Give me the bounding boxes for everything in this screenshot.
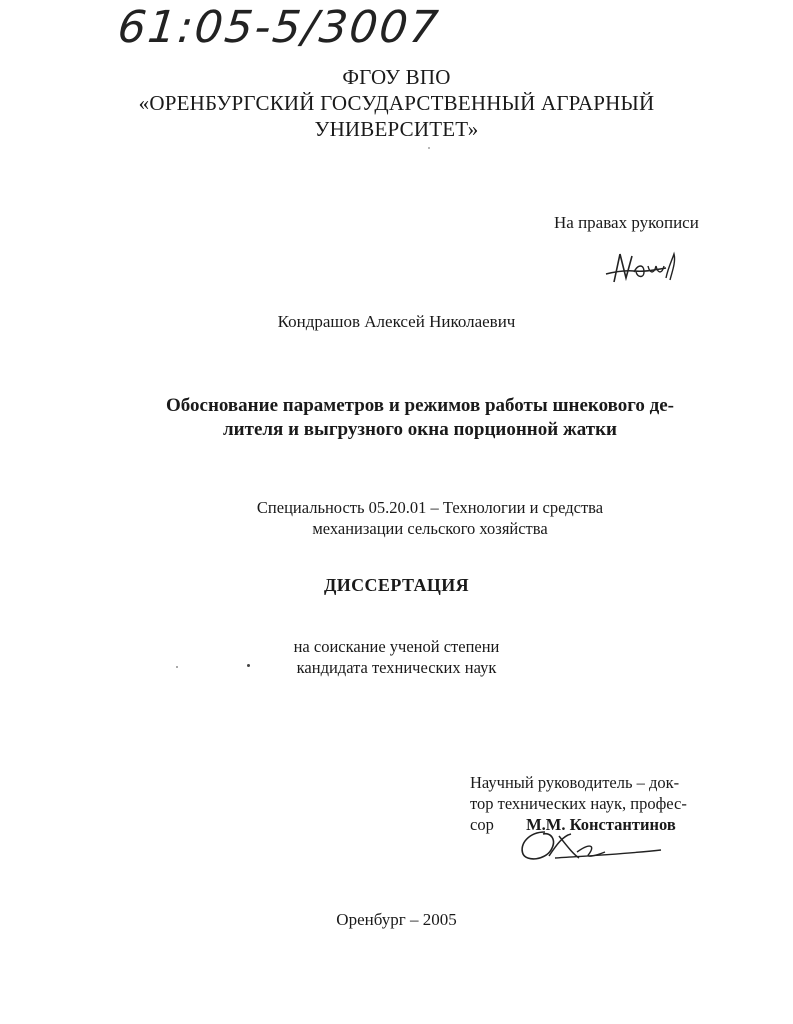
- advisor-line-1: Научный руководитель – док-: [470, 773, 680, 792]
- degree-line-2: кандидата технических наук: [296, 658, 497, 677]
- document-type: ДИССЕРТАЦИЯ: [323, 575, 470, 595]
- scan-speck: [176, 666, 178, 668]
- institution-line-1: ФГОУ ВПО: [342, 65, 451, 89]
- author-signature: [600, 248, 680, 288]
- advisor-title-suffix: сор: [470, 815, 494, 834]
- title-line-1: Обоснование параметров и режимов работы шнекового де-: [165, 395, 675, 416]
- advisor-line-2: тор технических наук, профес-: [470, 794, 687, 813]
- dissertation-title: [160, 394, 680, 442]
- specialty: [230, 497, 630, 539]
- institution-line-2: «ОРЕНБУРГСКИЙ ГОСУДАРСТВЕННЫЙ АГРАРНЫЙ: [138, 91, 655, 115]
- scan-speck: [247, 664, 250, 667]
- rights-note: На правах рукописи: [554, 213, 699, 232]
- specialty-line-2: механизации сельского хозяйства: [312, 519, 548, 538]
- specialty-line-1: Специальность 05.20.01 – Технологии и средства: [256, 498, 604, 517]
- city-year: Оренбург – 2005: [336, 910, 457, 929]
- degree-line-1: на соискание ученой степени: [293, 637, 500, 656]
- scan-speck: [428, 147, 430, 149]
- advisor-signature: [515, 826, 665, 864]
- institution-line-3: УНИВЕРСИТЕТ»: [314, 117, 479, 141]
- author-name: Кондрашов Алексей Николаевич: [277, 312, 516, 331]
- title-line-2: лителя и выгрузного окна порционной жатки: [223, 419, 617, 440]
- advisor-name: М.М. Константинов: [526, 815, 676, 834]
- institution-name: [0, 64, 793, 142]
- archive-code: 61:05-5/3007: [115, 2, 443, 53]
- degree: [0, 636, 793, 678]
